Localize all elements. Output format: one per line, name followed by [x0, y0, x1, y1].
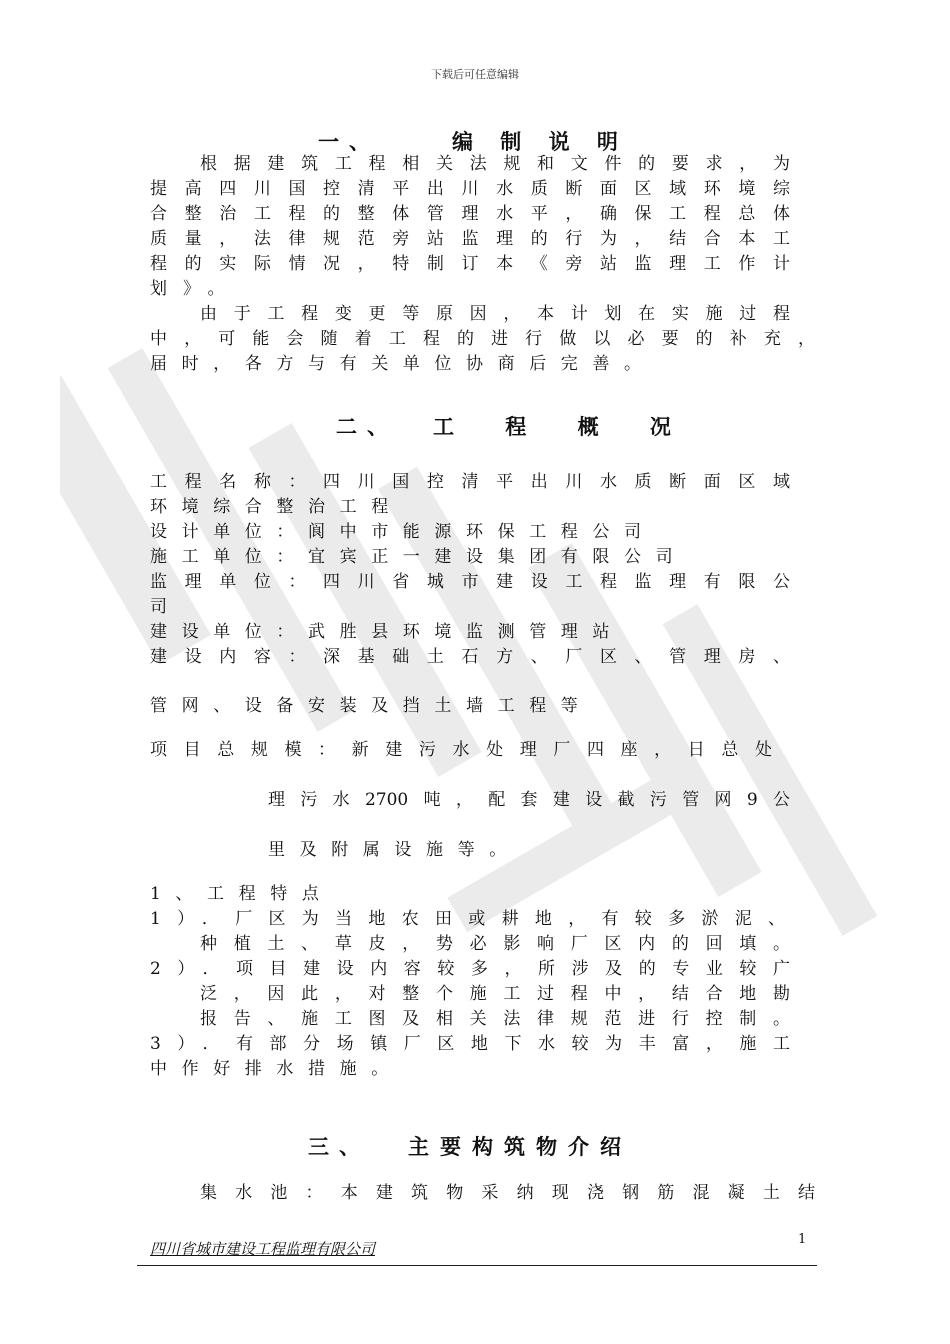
s1-para1-line: 合整治工程的整体管理水平，确保工程总体	[150, 204, 790, 224]
s1-para1-line: 质量，法律规范旁站监理的行为，结合本工	[150, 229, 790, 249]
feature-line: 3）．有部分场镇厂区地下水较为丰富，施工	[150, 1034, 790, 1054]
s2-info-line: 管网、设备安装及挡土墙工程等	[150, 696, 593, 716]
feature-line: 2）．项目建设内容较多，所涉及的专业较广	[150, 959, 790, 979]
feature-line: 中作好排水措施。	[150, 1059, 403, 1079]
s1-para1-line: 划》。	[150, 279, 241, 299]
feature-line: 种植土、草皮，势必影响厂区内的回填。	[200, 934, 790, 954]
feature-line: 泛，因此，对整个施工过程中，结合地勘	[200, 984, 790, 1004]
s2-info-line: 施工单位：宜宾正一建设集团有限公司	[150, 547, 688, 567]
s2-info-line: 设计单位：阆中市能源环保工程公司	[150, 522, 656, 542]
s2-info-line: 工程名称：四川国控清平出川水质断面区域	[150, 472, 790, 492]
section-3-heading-number: 三、	[308, 1134, 370, 1159]
page-number: 1	[798, 1232, 807, 1247]
section-2-heading-number: 二、	[336, 414, 398, 439]
s2-info-line: 监理单位：四川省城市建设工程监理有限公	[150, 572, 790, 592]
section-2-heading: 工 程 概 况	[433, 414, 693, 439]
feature-line: 1）．厂区为当地农田或耕地，有较多淤泥、	[150, 909, 785, 929]
s1-para1-line: 提高四川国控清平出川水质断面区域环境综	[150, 179, 790, 199]
feature-line: 报告、施工图及相关法律规范进行控制。	[200, 1009, 790, 1029]
footer-divider	[137, 1265, 817, 1266]
header-note: 下载后可任意编辑	[431, 68, 519, 81]
s1-para1-line: 程的实际情况，特制订本《旁站监理工作计	[150, 254, 790, 274]
section-1-heading: 编 制 说 明	[452, 129, 628, 154]
s2-info-line: 理污水2700吨，配套建设截污管网9公	[268, 790, 790, 810]
footer-company-name: 四川省城市建设工程监理有限公司	[150, 1240, 376, 1258]
section-3-heading: 主要构筑物介绍	[408, 1134, 632, 1159]
s2-info-line: 司	[150, 597, 167, 617]
s2-info-line: 项目总规模：新建污水处理厂四座，日总处	[150, 740, 772, 760]
s2-info-line: 建设内容：深基础土石方、厂区、管理房、	[150, 647, 790, 667]
s1-para2-line: 届时，各方与有关单位协商后完善。	[150, 354, 656, 374]
features-title: 1、工程特点	[150, 884, 334, 904]
s1-para2-line: 中，可能会随着工程的进行做以必要的补充，	[150, 329, 815, 349]
s2-info-line: 建设单位：武胜县环境监测管理站	[150, 622, 624, 642]
s2-info-line: 环境综合整治工程	[150, 497, 403, 517]
s1-para2-line: 由于工程变更等原因，本计划在实施过程	[200, 304, 790, 324]
s1-para1-line: 根据建筑工程相关法规和文件的要求，为	[200, 154, 790, 174]
section-1-heading-number: 一、	[318, 129, 380, 154]
s2-info-line: 里及附属设施等。	[268, 840, 521, 860]
s3-para-line: 集水池：本建筑物采纳现浇钢筋混凝土结	[200, 1183, 815, 1203]
